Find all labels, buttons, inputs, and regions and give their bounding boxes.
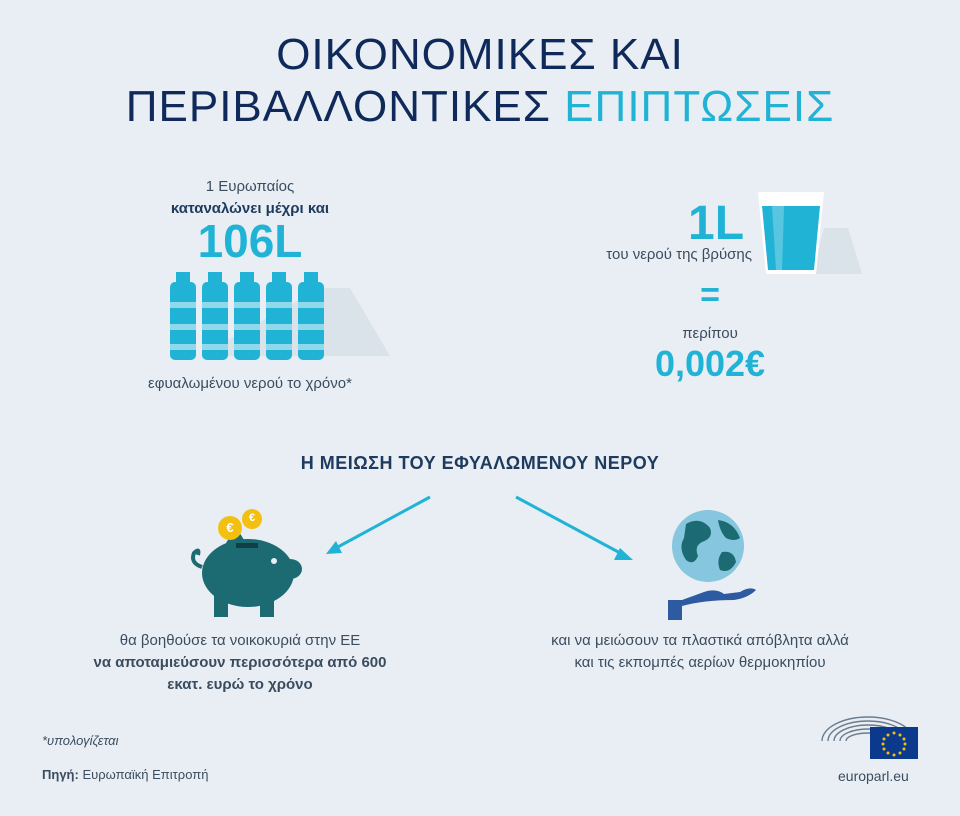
site-name[interactable]: europarl.eu xyxy=(838,768,909,784)
arrow-right xyxy=(516,497,622,554)
section-heading: Η ΜΕΙΩΣΗ ΤΟΥ ΕΦΥΑΛΩΜΕΝΟΥ ΝΕΡΟΥ xyxy=(300,453,660,473)
source xyxy=(42,767,208,782)
footnote: *υπολογίζεται xyxy=(42,733,119,748)
hand-icon xyxy=(668,588,756,620)
environment-line-2: και τις εκπομπές αερίων θερμοκηπίου xyxy=(574,654,826,671)
left-stat-amount: 106L xyxy=(197,215,303,267)
left-stat-line-2: καταναλώνει μέχρι και xyxy=(170,200,330,217)
right-stat-amount: 1L xyxy=(688,197,745,250)
source-label: Πηγή: xyxy=(42,767,79,782)
european-parliament-logo xyxy=(818,705,922,761)
environment-line-1: και να μειώσουν τα πλαστικά απόβλητα αλλά xyxy=(551,632,849,649)
coin-symbol-1: € xyxy=(226,520,234,535)
title-line-2-dark: ΠΕΡΙΒΑΛΛΟΝΤΙΚΕΣ xyxy=(125,82,551,131)
left-stat-line-1: 1 Ευρωπαίος xyxy=(205,178,295,195)
right-stat-price: 0,002€ xyxy=(654,343,766,384)
arrow-left xyxy=(336,497,430,548)
equals-sign: = xyxy=(700,276,720,314)
coin-symbol-2: € xyxy=(248,512,256,524)
title-line-2-accent: ΕΠΙΠΤΩΣΕΙΣ xyxy=(564,82,835,131)
globe-in-hand-icon xyxy=(664,508,762,620)
source-value: Ευρωπαϊκή Επιτροπή xyxy=(82,767,209,782)
title-line-1: ΟΙΚΟΝΟΜΙΚΕΣ ΚΑΙ xyxy=(276,30,684,79)
left-stat-caption: εφυαλωμένου νερού το χρόνο* xyxy=(148,375,352,392)
savings-line-2: να αποταμιεύσουν περισσότερα από 600 xyxy=(93,654,387,671)
savings-line-3: εκατ. ευρώ το χρόνο xyxy=(167,676,313,693)
savings-line-1: θα βοηθούσε τα νοικοκυριά στην ΕΕ xyxy=(119,632,361,649)
right-stat-caption: του νερού της βρύσης xyxy=(606,246,752,263)
right-stat-approx: περίπου xyxy=(682,325,738,342)
